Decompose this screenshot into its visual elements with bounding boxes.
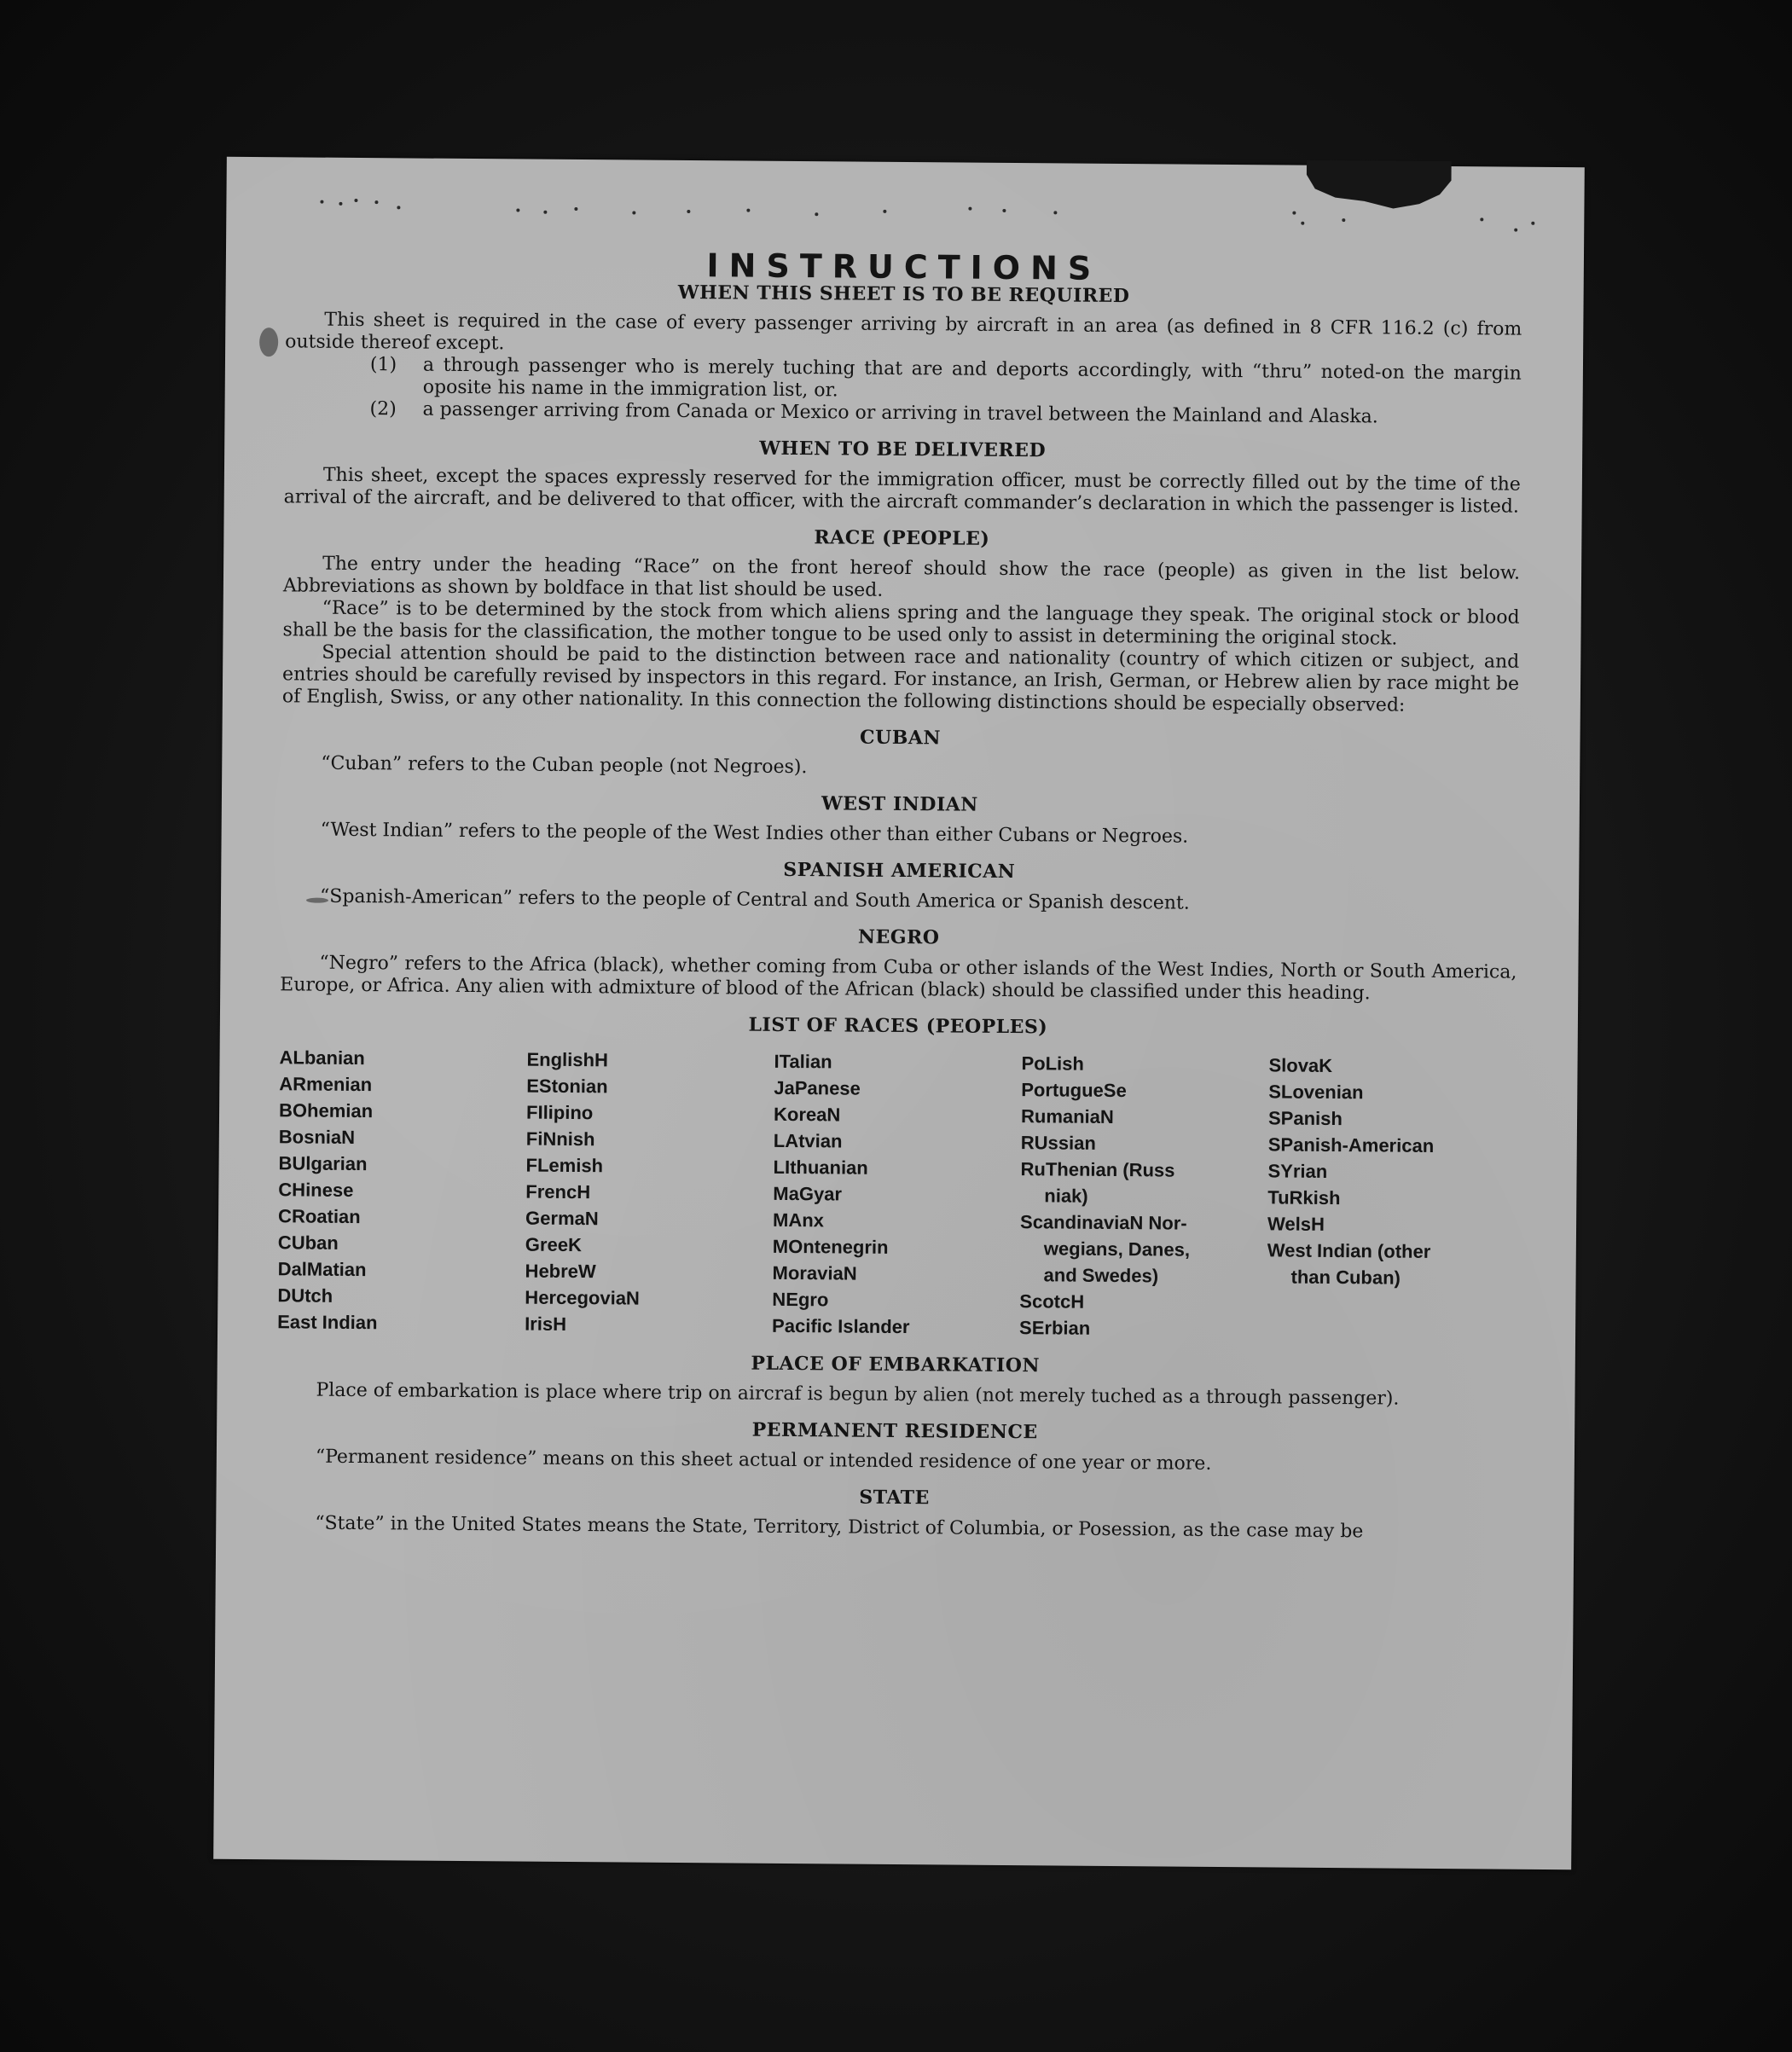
race-entry: DalMatian — [277, 1258, 367, 1281]
item-number: (1) — [369, 354, 397, 376]
race-entry: SLovenian — [1268, 1081, 1364, 1104]
document-sheet — [213, 157, 1585, 1869]
heading-list-of-races: LIST OF RACES (PEOPLES) — [748, 1013, 1048, 1039]
race-entry: TuRkish — [1267, 1186, 1341, 1209]
race-entry: JaPanese — [774, 1076, 861, 1099]
races-column — [525, 1046, 774, 1339]
race-entry: CUban — [277, 1232, 339, 1254]
paragraph-race-2: “Race” is to be determined by the stock from which aliens spring and the language they speak. The original stock or blood shall be the basis for the classification, the mother tongue to be used only to assist in determining the original stock. — [282, 597, 1520, 650]
paragraph-spanish-american: “Spanish-American” refers to the people of Central and South America or Spanish descent. — [319, 885, 1190, 914]
race-entry: GreeK — [525, 1233, 583, 1256]
race-entry: than Cuban) — [1290, 1266, 1401, 1289]
race-entry: SPanish — [1267, 1107, 1343, 1130]
race-entry: IrisH — [525, 1313, 567, 1335]
race-entry: DUtch — [277, 1284, 333, 1307]
torn-corner — [1306, 160, 1451, 209]
race-entry: ARmenian — [279, 1073, 373, 1096]
paragraph-cuban: “Cuban” refers to the Cuban people (not Negroes). — [321, 752, 808, 779]
paragraph-negro: “Negro” refers to the Africa (black), whether coming from Cuba or other islands of the West Indies, North or South America, Europe, or Africa. Any alien with admixture of blood of the African (black) should be classified under this heading. — [280, 952, 1517, 1005]
race-entry: ALbanian — [279, 1046, 365, 1069]
race-entry: RuThenian (Russ — [1020, 1158, 1175, 1181]
ink-blot — [259, 328, 278, 356]
race-entry: MoraviaN — [772, 1261, 857, 1284]
race-entry: East Indian — [277, 1311, 378, 1334]
race-entry: FrencH — [525, 1180, 591, 1203]
race-entry: LAtvian — [773, 1129, 843, 1152]
heading-spanish-american: SPANISH AMERICAN — [783, 858, 1016, 884]
race-entry: FIlipino — [525, 1101, 594, 1124]
race-entry: MaGyar — [773, 1182, 843, 1205]
heading-embarkation: PLACE OF EMBARKATION — [751, 1352, 1041, 1377]
item-text: a through passenger who is merely tuching that are and deports accordingly, with “thru” noted-on the margin oposite his name in the immigration list, or. — [422, 354, 1522, 402]
paragraph-when-required: This sheet is required in the case of every passenger arriving by aircraft in an area (as defined in 8 CFR 116.2 (c) from outside thereof except. — [285, 309, 1522, 355]
punch-marks — [303, 194, 1531, 229]
race-entry: FiNnish — [525, 1127, 595, 1151]
heading-west-indian: WEST INDIAN — [821, 792, 978, 816]
paragraph-permanent-residence: “Permanent residence” means on this sheet actual or intended residence of one year or more. — [315, 1446, 1212, 1475]
races-column — [1267, 1052, 1517, 1344]
race-entry: BUlgarian — [278, 1152, 368, 1175]
race-entry: WelsH — [1267, 1213, 1325, 1235]
races-column — [772, 1048, 1022, 1341]
item-number: (2) — [369, 398, 397, 420]
races-column — [1019, 1050, 1269, 1342]
heading-negro: NEGRO — [857, 925, 940, 949]
page-title: INSTRUCTIONS — [706, 246, 1102, 287]
race-entry: wegians, Danes, — [1043, 1238, 1191, 1261]
item-text: a passenger arriving from Canada or Mexico or arriving in travel between the Mainland and Alaska. — [422, 398, 1378, 428]
races-column — [277, 1044, 527, 1336]
race-entry: and Swedes) — [1043, 1264, 1159, 1287]
race-entry: PoLish — [1021, 1052, 1084, 1075]
race-entry: GermaN — [525, 1207, 599, 1230]
race-entry: EnglishH — [526, 1048, 609, 1071]
race-entry: BosniaN — [278, 1126, 356, 1148]
race-entry: ScotcH — [1019, 1290, 1085, 1313]
race-entry: PortugueSe — [1021, 1079, 1127, 1102]
race-entry: LIthuanian — [773, 1156, 868, 1179]
race-entry: RumaniaN — [1020, 1105, 1114, 1127]
race-entry: HercegoviaN — [525, 1286, 640, 1309]
race-entry: HebreW — [525, 1260, 596, 1283]
race-entry: SYrian — [1267, 1160, 1328, 1182]
race-entry: ITalian — [774, 1050, 832, 1073]
paragraph-west-indian: “West Indian” refers to the people of the West Indies other than either Cubans or Negroes. — [320, 819, 1189, 848]
heading-cuban: CUBAN — [859, 726, 942, 750]
race-entry: NEgro — [772, 1288, 829, 1311]
race-entry: MOntenegrin — [772, 1235, 889, 1258]
paragraph-state: “State” in the United States means the State, Territory, District of Columbia, or Posession, as the case may be — [315, 1512, 1364, 1543]
heading-race: RACE (PEOPLE) — [814, 526, 990, 550]
race-entry: SErbian — [1019, 1317, 1091, 1339]
race-entry: Pacific Islander — [772, 1314, 910, 1338]
race-entry: RUssian — [1020, 1132, 1096, 1154]
heading-when-delivered: WHEN TO BE DELIVERED — [759, 437, 1047, 462]
race-entry: SlovaK — [1268, 1054, 1333, 1076]
race-entry: SPanish-American — [1267, 1133, 1435, 1156]
race-entry: EStonian — [526, 1075, 608, 1098]
race-entry: niak) — [1044, 1185, 1088, 1207]
heading-state: STATE — [859, 1486, 930, 1510]
heading-when-required: WHEN THIS SHEET IS TO BE REQUIRED — [677, 281, 1130, 308]
race-entry: KoreaN — [773, 1103, 841, 1126]
race-entry: CRoatian — [278, 1205, 361, 1228]
document-content — [275, 246, 1522, 1544]
paragraph-embarkation: Place of embarkation is place where trip on aircraf is begun by alien (not merely tuched as a through passenger). — [316, 1379, 1400, 1410]
race-entry: West Indian (other — [1267, 1239, 1431, 1262]
race-entry: ScandinaviaN Nor- — [1019, 1211, 1187, 1234]
paragraph-race-3: Special attention should be paid to the distinction between race and nationality (country of which citizen or subject, and entries should be carefully revised by inspectors in this regard. For instance, an Irish, German, or Hebrew alien by race might be of English, Swiss, or any other nationality. In this connection the following distinctions should be especially observed: — [281, 641, 1520, 716]
race-entry: BOhemian — [278, 1099, 374, 1122]
races-table — [277, 1044, 1517, 1344]
paragraph-race-1: The entry under the heading “Race” on the front hereof should show the race (people) as given in the list below. Abbreviations as shown by boldface in that list should be used. — [282, 553, 1521, 601]
race-entry: MAnx — [772, 1209, 825, 1232]
race-entry: CHinese — [278, 1179, 354, 1201]
heading-permanent-residence: PERMANENT RESIDENCE — [751, 1418, 1038, 1444]
race-entry: FLemish — [525, 1154, 604, 1177]
paragraph-when-delivered: This sheet, except the spaces expressly reserved for the immigration officer, must be correctly filled out by the time of the arrival of the aircraft, and be delivered to that officer, with the aircraft commander’s declaration in which the passenger is listed. — [283, 464, 1521, 518]
